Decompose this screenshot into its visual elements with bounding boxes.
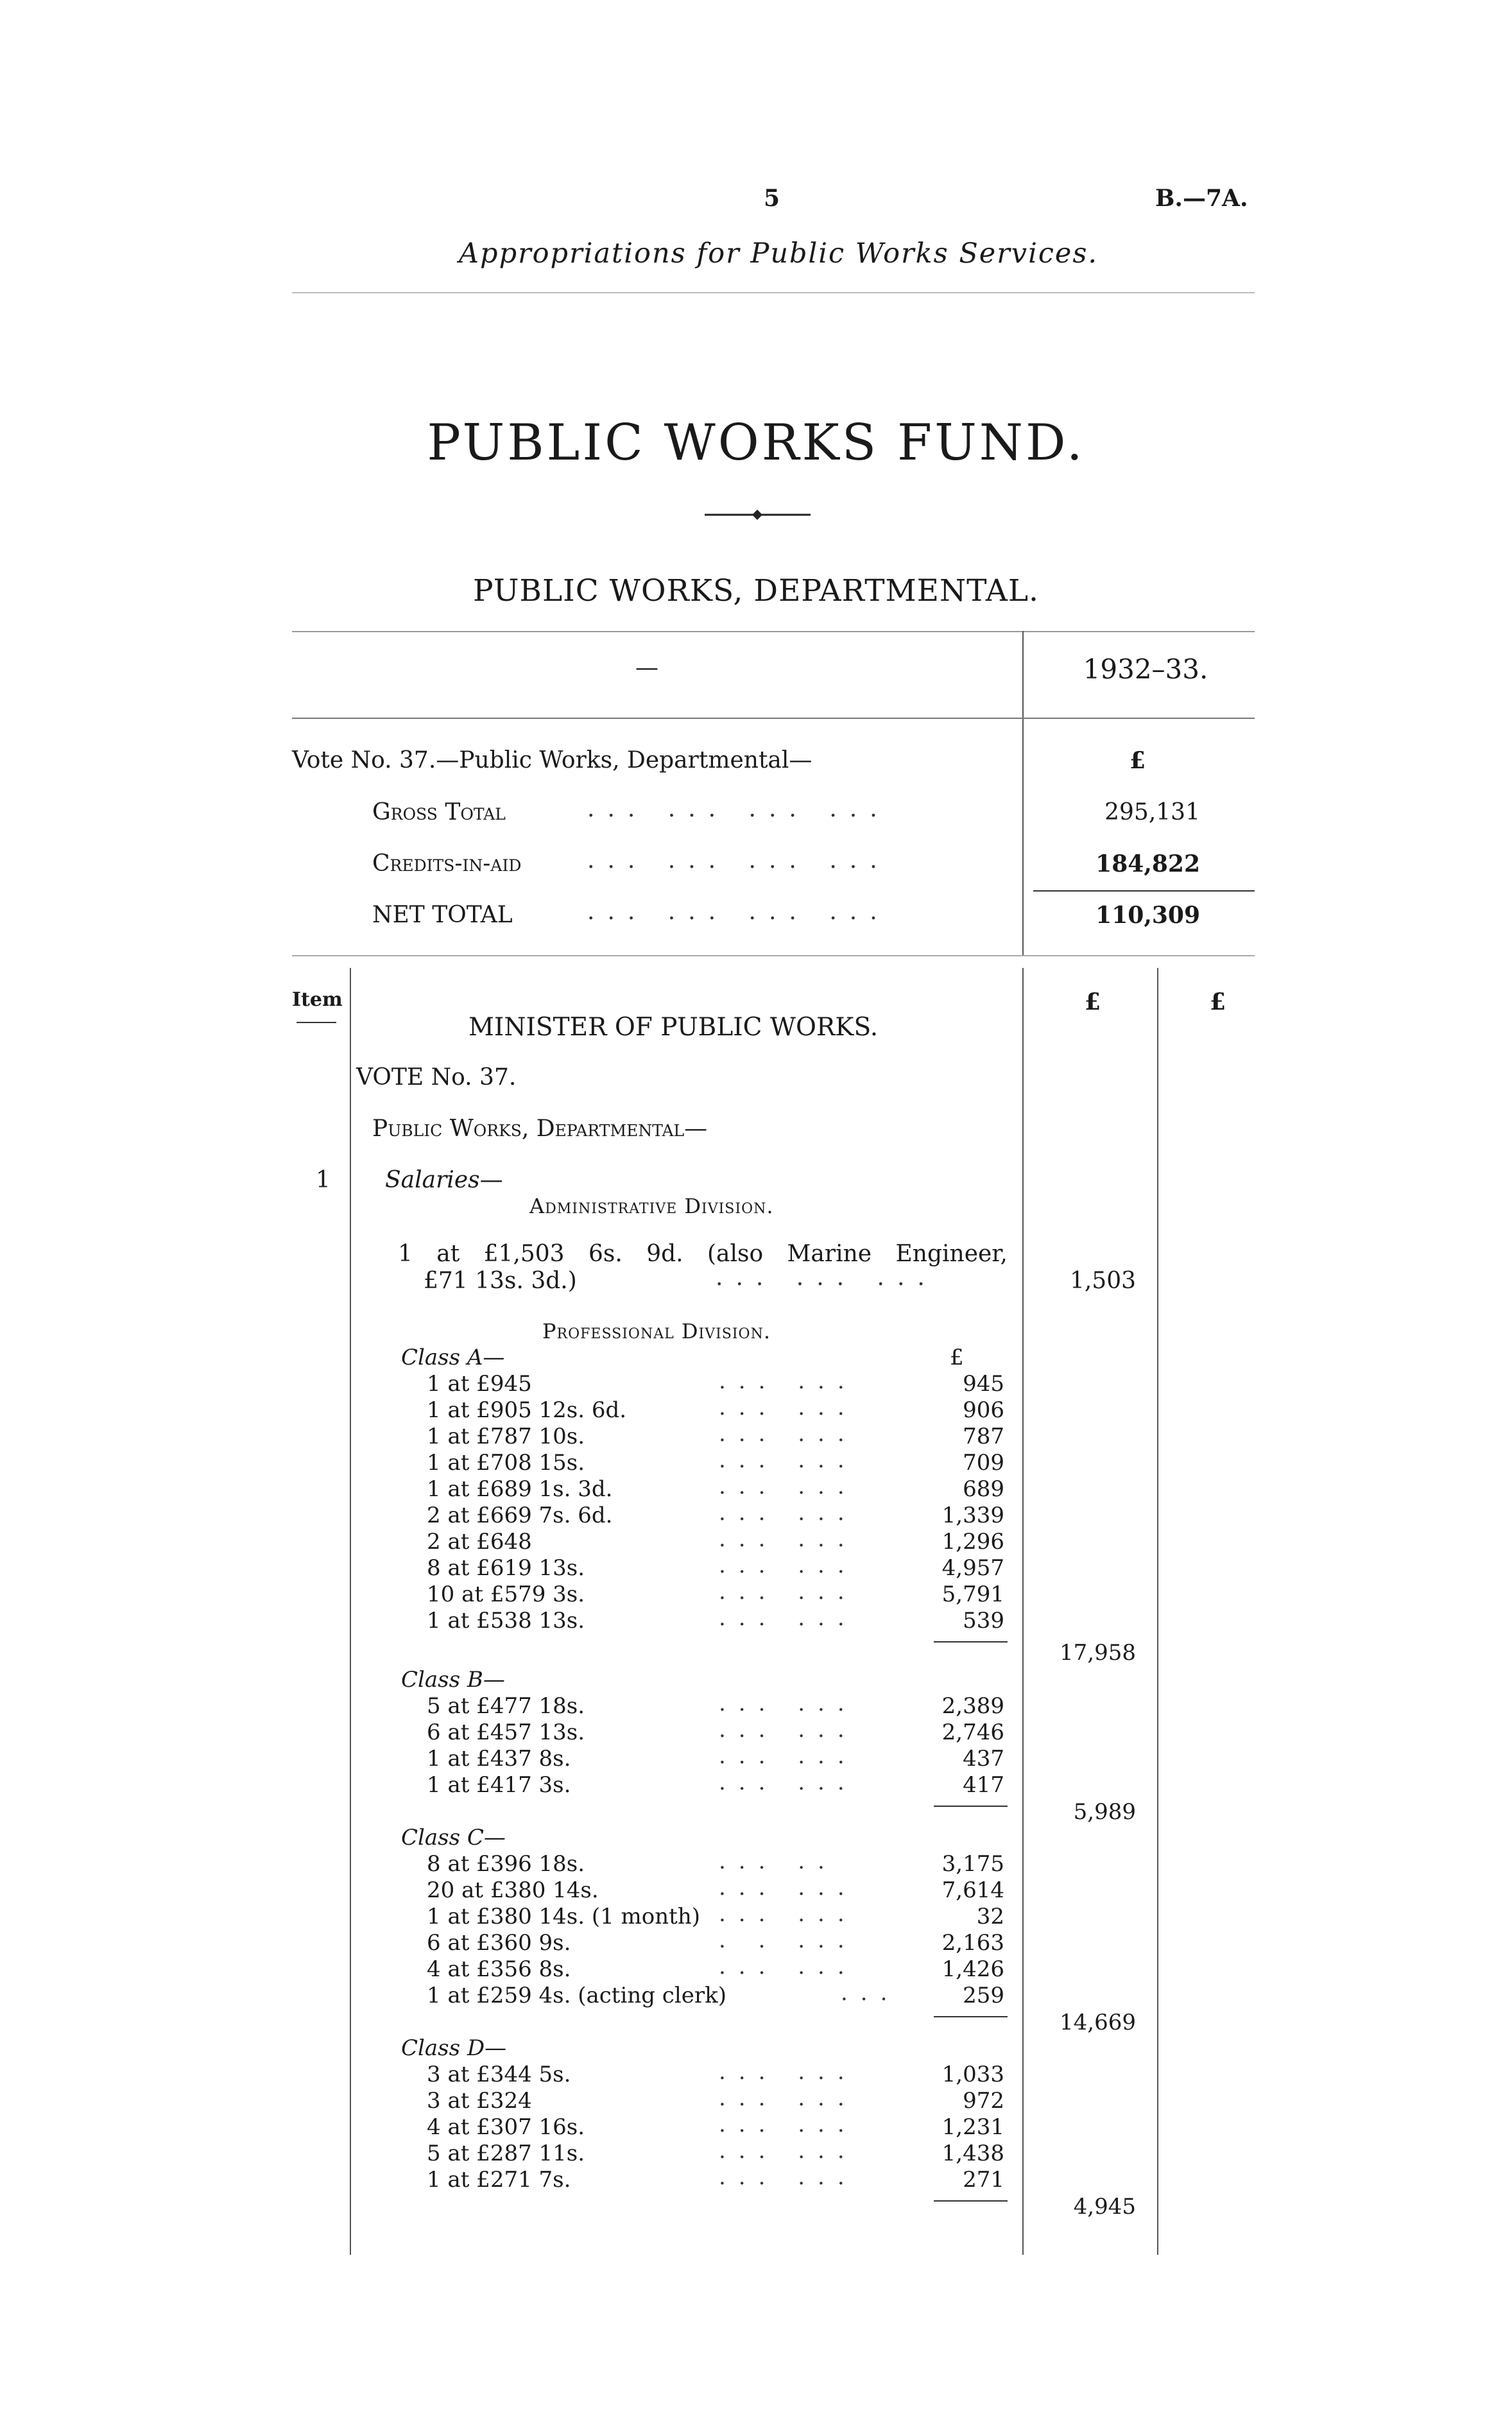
row-desc: 4 at £356 8s. [427,1956,571,1982]
row-desc: 1 at £787 10s. [427,1424,585,1449]
row-leaders: ... ... [719,1500,857,1526]
row-leaders: ... ... [719,2085,857,2111]
row-amount: 689 [963,1476,1004,1502]
row-desc: 1 at £271 7s. [427,2167,571,2193]
row-amount: 2,389 [941,1693,1004,1719]
admin-amount: 1,503 [1069,1268,1136,1294]
class-b-subtotal-rule [934,1806,1008,1807]
page-number: 5 [764,185,780,212]
administrative-division-heading: Administrative Division. [529,1194,774,1218]
row-leaders: . . ... [719,1927,857,1953]
row-amount: 539 [963,1608,1004,1634]
row-leaders: ... ... [719,2059,857,2085]
summary-bottom-rule [292,955,1255,956]
row-amount: 2,163 [941,1930,1004,1956]
class-a-subtotal-rule [934,1641,1008,1643]
item-column-header: Item [292,988,343,1011]
summary-dash-header: — [635,655,658,681]
credits-in-aid-label: Credits-in-aid [372,850,522,877]
page-title: PUBLIC WORKS FUND. [427,414,1085,472]
row-amount: 906 [963,1397,1004,1423]
inner-currency: £ [950,1345,964,1370]
gross-total-label: Gross Total [372,799,506,825]
row-amount: 1,426 [941,1956,1004,1982]
row-desc: 3 at £344 5s. [427,2062,571,2087]
row-desc: 4 at £307 16s. [427,2114,585,2140]
row-amount: 945 [963,1371,1004,1397]
row-leaders: ... ... [719,2138,857,2164]
row-amount: 32 [976,1904,1004,1929]
class-a-label: Class A— [401,1345,505,1370]
row-leaders: ... ... [719,1368,857,1394]
row-leaders: ... ... [719,1770,857,1795]
running-title: Appropriations for Public Works Services. [459,237,1099,270]
amount-column-divider [1022,968,1024,2255]
class-d-label: Class D— [401,2035,507,2061]
row-desc: 2 at £669 7s. 6d. [427,1503,613,1528]
row-desc: 1 at £259 4s. (acting clerk) [427,1983,726,2008]
row-leaders: ... ... [719,1474,857,1499]
row-leaders: ... ... [719,2164,857,2190]
row-leaders: ... ... [719,1605,857,1631]
row-amount: 1,339 [941,1503,1004,1528]
row-amount: 5,791 [941,1582,1004,1607]
credits-in-aid-leaders: ... ... ... ... [587,847,890,874]
salaries-label: Salaries— [385,1167,503,1193]
row-desc: 1 at £538 13s. [427,1608,585,1634]
credits-in-aid-value: 184,822 [1095,850,1200,877]
row-desc: 8 at £619 13s. [427,1555,585,1581]
item-header-underline [296,1022,336,1023]
class-c-label: Class C— [401,1825,506,1850]
row-desc: 2 at £648 [427,1529,532,1555]
row-leaders: ... ... [719,1395,857,1420]
ornament-divider [705,508,811,521]
row-leaders: ... ... [719,1691,857,1716]
row-amount: 1,033 [941,2062,1004,2087]
class-b-total: 5,989 [1073,1799,1136,1825]
row-amount: 2,746 [941,1720,1004,1745]
summary-column-divider [1022,631,1024,955]
document-reference: B.—7A. [1155,185,1248,212]
gross-total-value: 295,131 [1104,799,1200,825]
net-total-rule [1033,890,1255,892]
row-leaders: ... ... [719,2112,857,2137]
row-leaders: ... ... [719,1447,857,1473]
row-leaders: ... .. [719,1849,838,1874]
net-total-label: NET TOTAL [372,902,513,928]
row-leaders: ... [841,1980,900,2006]
row-amount: 271 [963,2167,1004,2193]
row-desc: 10 at £579 3s. [427,1582,585,1607]
row-desc: 1 at £945 [427,1371,532,1397]
row-desc: 1 at £905 12s. 6d. [427,1397,627,1423]
class-a-total: 17,958 [1060,1640,1136,1666]
item-column-divider [350,968,351,2255]
row-amount: 7,614 [941,1877,1004,1903]
row-amount: 787 [963,1424,1004,1449]
row-desc: 8 at £396 18s. [427,1851,585,1877]
row-leaders: ... ... [719,1579,857,1605]
item-number: 1 [316,1167,331,1193]
row-leaders: ... ... [719,1717,857,1743]
row-leaders: ... ... [719,1743,857,1769]
row-amount: 4,957 [941,1555,1004,1581]
admin-leaders: ... ... ... [716,1264,938,1291]
professional-division-heading: Professional Division. [542,1319,771,1343]
gross-total-leaders: ... ... ... ... [587,796,890,822]
row-amount: 709 [963,1450,1004,1476]
amount-column-currency: £ [1085,988,1101,1015]
summary-header-rule [292,718,1255,719]
row-leaders: ... ... [719,1875,857,1901]
minister-heading: MINISTER OF PUBLIC WORKS. [468,1013,879,1042]
row-leaders: ... ... [719,1553,857,1578]
row-leaders: ... ... [719,1526,857,1552]
total-column-currency: £ [1210,988,1226,1015]
vote-heading: VOTE No. 37. [356,1064,517,1091]
summary-currency: £ [1130,747,1146,774]
row-desc: 1 at £689 1s. 3d. [427,1476,613,1502]
row-desc: 5 at £477 18s. [427,1693,585,1719]
row-desc: 20 at £380 14s. [427,1877,599,1903]
row-desc: 3 at £324 [427,2088,532,2114]
row-desc: 1 at £437 8s. [427,1746,571,1772]
row-leaders: ... ... [719,1901,857,1927]
admin-line-2: £71 13s. 3d.) [424,1268,577,1294]
row-desc: 1 at £708 15s. [427,1450,585,1476]
row-amount: 259 [963,1983,1004,2008]
row-desc: 1 at £380 14s. (1 month) [427,1904,700,1929]
row-amount: 417 [963,1772,1004,1798]
row-leaders: ... ... [719,1954,857,1979]
row-amount: 1,296 [941,1529,1004,1555]
row-desc: 5 at £287 11s. [427,2141,585,2166]
row-desc: 6 at £360 9s. [427,1930,571,1956]
total-column-divider [1157,968,1158,2255]
department-heading: Public Works, Departmental— [372,1116,708,1142]
class-c-subtotal-rule [934,2016,1008,2017]
net-total-leaders: ... ... ... ... [587,899,890,925]
row-desc: 6 at £457 13s. [427,1720,585,1745]
class-d-subtotal-rule [934,2200,1008,2202]
row-amount: 1,438 [941,2141,1004,2166]
row-amount: 437 [963,1746,1004,1772]
net-total-value: 110,309 [1095,902,1200,929]
row-amount: 3,175 [941,1851,1004,1877]
row-leaders: ... ... [719,1421,857,1447]
summary-top-rule [292,631,1255,632]
summary-year-header: 1932–33. [1083,653,1208,685]
class-b-label: Class B— [401,1667,505,1693]
row-desc: 1 at £417 3s. [427,1772,571,1798]
admin-line-1: 1 at £1,503 6s. 9d. (also Marine Engineer, [398,1241,1008,1267]
row-amount: 972 [963,2088,1004,2114]
class-c-total: 14,669 [1060,2010,1136,2035]
class-d-total: 4,945 [1073,2194,1136,2220]
vote-line: Vote No. 37.—Public Works, Departmental— [292,747,812,773]
header-divider [292,292,1255,293]
section-subtitle: PUBLIC WORKS, DEPARTMENTAL. [473,573,1039,608]
row-amount: 1,231 [941,2114,1004,2140]
